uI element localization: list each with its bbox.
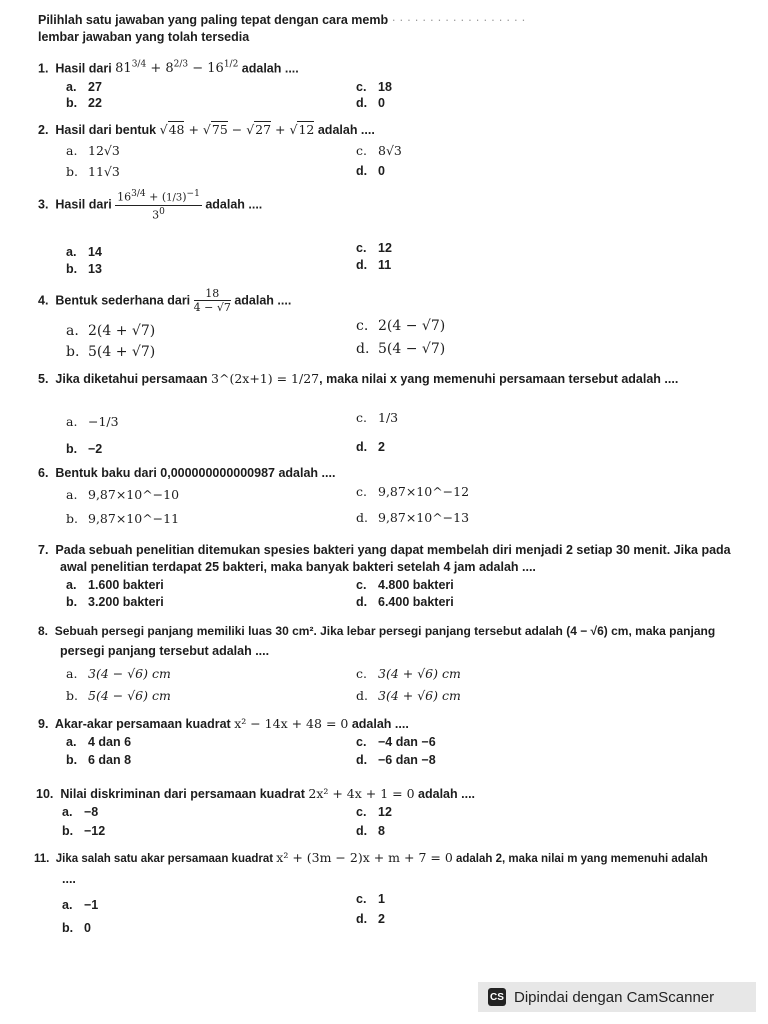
question-4-fraction: $\frac{18}{4 - √7}$	[193, 287, 231, 314]
option-3c[interactable]: c. 12	[356, 241, 392, 255]
option-5a[interactable]: a. −1/3	[66, 414, 119, 429]
option-6b[interactable]: b. 9,87×10^−11	[66, 511, 180, 526]
option-6d[interactable]: d. 9,87×10^−13	[356, 510, 470, 525]
question-11: 11. Jika salah satu akar persamaan kuadrat x² + (3m − 2)x + m + 7 = 0 adalah 2, maka nilai m yang memenuhi adalah	[34, 850, 708, 865]
option-8c[interactable]: c. 3(4 + √6) cm	[356, 666, 461, 681]
option-4b[interactable]: b. 5(4 + √7)	[66, 344, 156, 360]
option-8a[interactable]: a. 3(4 − √6) cm	[66, 666, 171, 681]
question-7: 7. Pada sebuah penelitian ditemukan spesies bakteri yang dapat membelah diri menjadi 2 setiap 30 menit. Jika pada	[38, 543, 731, 557]
option-5b[interactable]: b. −2	[66, 442, 103, 456]
option-4a[interactable]: a. 2(4 + √7)	[66, 323, 156, 339]
question-4: 4. Bentuk sederhana dari $\frac{18}{4 - √7}$ adalah ....	[38, 287, 292, 314]
option-4c[interactable]: c. 2(4 − √7)	[356, 318, 446, 334]
option-2a[interactable]: a. 12√3	[66, 143, 120, 158]
camscanner-logo-icon: CS	[488, 988, 506, 1006]
option-4d[interactable]: d. 5(4 − √7)	[356, 341, 446, 357]
option-6a[interactable]: a. 9,87×10^−10	[66, 487, 180, 502]
instruction-line-1: Pilihlah satu jawaban yang paling tepat dengan cara memb · · · · · · · · · · · · · · · · · ·	[38, 13, 526, 27]
question-11-expression: x² + (3m − 2)x + m + 7 = 0	[276, 850, 453, 865]
option-11a[interactable]: a. −1	[62, 898, 99, 912]
question-1: 1. Hasil dari $81^{3/4} + 8^{2/3} - 16^{1/2}$ adalah ....	[38, 60, 299, 77]
question-7-line-2: awal penelitian terdapat 25 bakteri, maka banyak bakteri setelah 4 jam adalah ....	[60, 560, 536, 574]
option-5d[interactable]: d. 2	[356, 440, 385, 454]
option-3a[interactable]: a. 14	[66, 245, 102, 259]
option-8b[interactable]: b. 5(4 − √6) cm	[66, 688, 171, 703]
question-9-expression: x² − 14x + 48 = 0	[234, 716, 349, 731]
option-5c[interactable]: c. 1/3	[356, 410, 399, 425]
question-3: 3. Hasil dari $\frac{16^{3/4} + (1/3)^{-1}}{3^0}$ adalah ....	[38, 189, 263, 222]
question-3-fraction: $\frac{16^{3/4} + (1/3)^{-1}}{3^0}$	[117, 189, 200, 222]
option-7b[interactable]: b. 3.200 bakteri	[66, 595, 164, 609]
option-9c[interactable]: c. −4 dan −6	[356, 735, 436, 749]
option-6c[interactable]: c. 9,87×10^−12	[356, 484, 470, 499]
option-7a[interactable]: a. 1.600 bakteri	[66, 578, 164, 592]
option-10c[interactable]: c. 12	[356, 805, 392, 819]
question-1-expression: $81^{3/4} + 8^{2/3} - 16^{1/2}$	[115, 60, 239, 77]
option-1c[interactable]: c. 18	[356, 80, 392, 94]
camscanner-badge	[478, 982, 756, 1012]
option-3b[interactable]: b. 13	[66, 262, 102, 276]
option-8d[interactable]: d. 3(4 + √6) cm	[356, 688, 461, 703]
option-1d[interactable]: d. 0	[356, 96, 385, 110]
option-11b[interactable]: b. 0	[62, 921, 91, 935]
option-1b[interactable]: b. 22	[66, 96, 102, 110]
question-8-line-2: persegi panjang tersebut adalah ....	[60, 644, 270, 658]
option-9b[interactable]: b. 6 dan 8	[66, 753, 132, 767]
question-10-expression: 2x² + 4x + 1 = 0	[308, 786, 415, 801]
camscanner-label: Dipindai dengan CamScanner	[514, 988, 715, 1006]
option-11c[interactable]: c. 1	[356, 892, 385, 906]
option-11d[interactable]: d. 2	[356, 912, 385, 926]
question-2-expression: √48 + √75 − √27 + √12	[159, 122, 315, 137]
question-5: 5. Jika diketahui persamaan 3^(2x+1) = 1/27, maka nilai x yang memenuhi persamaan tersebut adalah ....	[38, 371, 679, 386]
option-9a[interactable]: a. 4 dan 6	[66, 735, 132, 749]
option-3d[interactable]: d. 11	[356, 258, 392, 272]
question-2: 2. Hasil dari bentuk √48 + √75 − √27 + √12 adalah ....	[38, 122, 375, 137]
option-7d[interactable]: d. 6.400 bakteri	[356, 595, 454, 609]
instruction-line-2: lembar jawaban yang tolah tersedia	[38, 30, 250, 44]
question-10: 10. Nilai diskriminan dari persamaan kuadrat 2x² + 4x + 1 = 0 adalah ....	[36, 786, 476, 801]
option-9d[interactable]: d. −6 dan −8	[356, 753, 436, 767]
option-10d[interactable]: d. 8	[356, 824, 385, 838]
option-10b[interactable]: b. −12	[62, 824, 106, 838]
option-2d[interactable]: d. 0	[356, 164, 385, 178]
question-8: 8. Sebuah persegi panjang memiliki luas 30 cm². Jika lebar persegi panjang tersebut adalah (4 − √6) cm, maka panjang	[38, 624, 716, 638]
option-7c[interactable]: c. 4.800 bakteri	[356, 578, 454, 592]
question-11-line-2: ....	[62, 872, 76, 886]
question-6: 6. Bentuk baku dari 0,000000000000987 adalah ....	[38, 466, 336, 480]
option-10a[interactable]: a. −8	[62, 805, 99, 819]
question-5-expression: 3^(2x+1) = 1/27	[211, 371, 320, 386]
question-9: 9. Akar-akar persamaan kuadrat x² − 14x + 48 = 0 adalah ....	[38, 716, 409, 731]
option-1a[interactable]: a. 27	[66, 80, 102, 94]
option-2b[interactable]: b. 11√3	[66, 164, 120, 179]
option-2c[interactable]: c. 8√3	[356, 143, 402, 158]
